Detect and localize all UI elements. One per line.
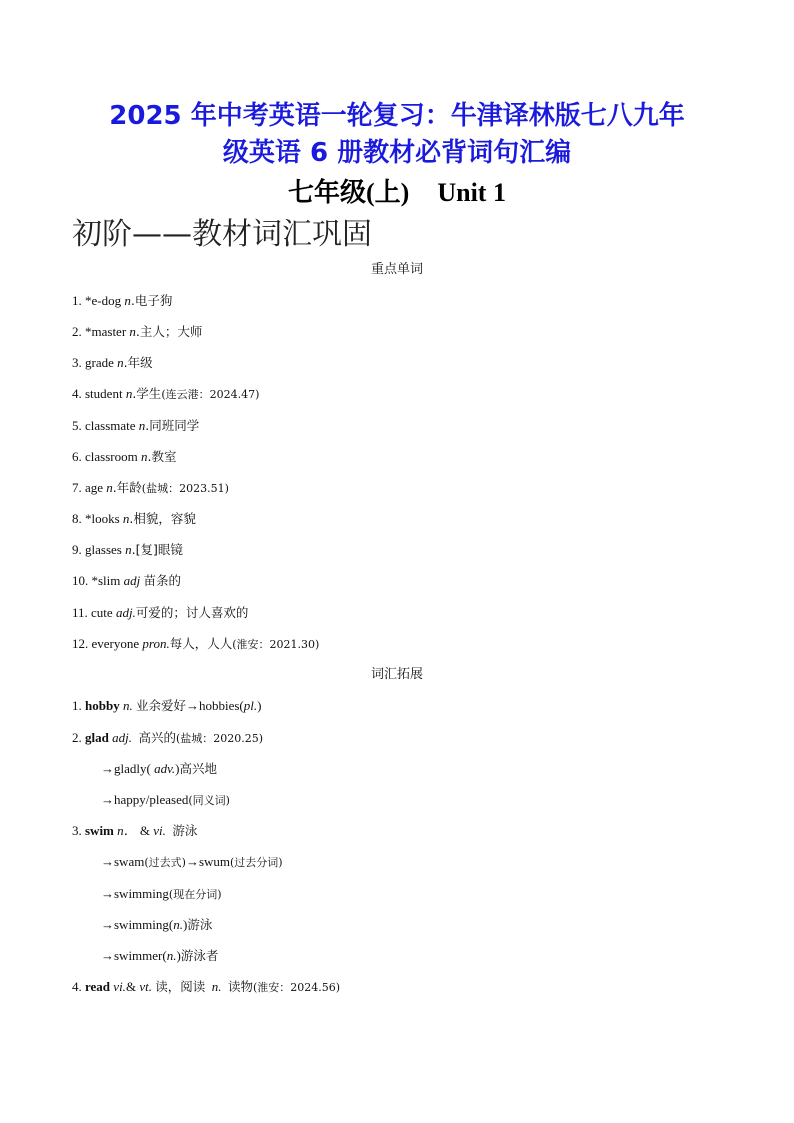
derived-pos: n.: [166, 948, 177, 963]
item-pos: n: [140, 449, 148, 464]
unit-heading: [0, 174, 794, 212]
item-meaning: 每人，人人: [169, 636, 233, 651]
item-meaning: 相貌，容貌: [133, 511, 196, 526]
derived-form-line: →swimmer(n.)游泳者: [101, 948, 219, 963]
ampersand: &: [139, 823, 151, 838]
expansion-item-hobby: 1. hobby n. 业余爱好→hobbies(pl.): [72, 698, 262, 713]
derived-pos: adv.: [154, 761, 176, 776]
item-separator: .: [131, 542, 136, 557]
key-word-item: [72, 292, 172, 310]
item-meaning-2: 读物: [227, 979, 253, 994]
item-meaning: 读，阅读: [155, 979, 206, 994]
item-separator: .: [129, 511, 134, 526]
item-number: 1.: [72, 293, 82, 308]
key-word-item: [72, 541, 183, 559]
item-pos: n: [122, 511, 130, 526]
unit-label: Unit 1: [437, 178, 506, 207]
item-separator: .: [135, 324, 140, 339]
item-pos: pron.: [142, 636, 170, 651]
key-word-item: [72, 323, 202, 341]
item-word: grade: [85, 355, 114, 370]
item-number: 6.: [72, 449, 82, 464]
item-word: classroom: [85, 449, 138, 464]
item-pos: n: [125, 386, 133, 401]
item-number: 10.: [72, 573, 89, 588]
key-word-item: [72, 635, 319, 654]
item-number: 7.: [72, 480, 82, 495]
item-word: cute: [91, 605, 113, 620]
form-note: (过去式): [144, 856, 186, 869]
item-word: age: [85, 480, 104, 495]
derived-form-line: [101, 791, 230, 810]
derived-pos: pl.: [243, 698, 258, 713]
item-number: 4.: [72, 979, 82, 994]
form-note: (现在分词): [168, 888, 222, 901]
item-meaning: [复]眼镜: [135, 542, 183, 557]
item-meaning: 同班同学: [149, 418, 200, 433]
item-pos: n: [129, 324, 136, 339]
item-meaning: 业余爱好: [135, 698, 186, 713]
item-word: classmate: [85, 418, 136, 433]
item-number: 2.: [72, 324, 82, 339]
item-meaning: 学生: [136, 386, 162, 401]
item-pos: n: [138, 418, 146, 433]
item-word: student: [85, 386, 123, 401]
grade-label: 七年级(上): [288, 178, 410, 207]
title-line-2: 级英语 6 册教材必背词句汇编: [222, 138, 572, 168]
item-meaning: 年级: [127, 355, 153, 370]
arrow-icon: →: [101, 854, 114, 869]
item-pos: adj: [123, 573, 141, 588]
arrow-icon: →: [101, 792, 114, 807]
item-word: *slim: [91, 573, 121, 588]
expansion-item-swim: [72, 822, 197, 840]
item-word: glad: [85, 730, 109, 745]
arrow-icon: →: [185, 698, 199, 713]
document-title: [40, 98, 754, 172]
item-word: *looks: [85, 511, 120, 526]
item-word: *e-dog: [85, 293, 122, 308]
item-pos: n: [106, 480, 113, 495]
item-word: hobby: [85, 698, 120, 713]
derived-form-line: [101, 853, 283, 872]
section-title: 初阶——教材词汇巩固: [72, 217, 372, 252]
form-note-2: (过去分词): [230, 856, 283, 869]
arrow-icon: →: [185, 854, 199, 869]
item-separator: .: [132, 386, 137, 401]
item-separator: .: [147, 449, 152, 464]
item-meaning: 可爱的；讨人喜欢的: [135, 605, 249, 620]
item-separator: .: [130, 293, 135, 308]
item-meaning: 高兴的: [138, 730, 176, 745]
item-pos: vi.: [113, 979, 126, 994]
item-pos: n: [125, 542, 132, 557]
item-pos: n．: [117, 823, 137, 838]
item-number: 12.: [72, 636, 89, 651]
key-word-item: [72, 604, 248, 622]
item-meaning: 年龄: [116, 480, 142, 495]
item-pos: adj.: [115, 605, 136, 620]
item-meaning: 电子狗: [134, 293, 173, 308]
item-meaning: 苗条的: [143, 573, 182, 588]
item-number: 11.: [72, 605, 88, 620]
item-word: glasses: [85, 542, 122, 557]
derived-form-line: →swimming(n.)游泳: [101, 917, 213, 932]
item-word: *master: [85, 324, 127, 339]
exam-note: (连云港：2024.47): [161, 388, 260, 401]
form-note: (同义词): [188, 794, 230, 807]
key-word-item: [72, 479, 229, 498]
key-word-item: [72, 572, 181, 590]
item-meaning: 教室: [151, 449, 177, 464]
key-word-item: [72, 385, 259, 404]
item-meaning: 游泳: [172, 823, 198, 838]
derived-word: swimming: [114, 886, 169, 901]
arrow-icon: →: [101, 948, 114, 963]
item-pos: n: [124, 293, 131, 308]
item-number: 3.: [72, 823, 82, 838]
item-number: 8.: [72, 511, 82, 526]
derived-word: gladly: [114, 761, 147, 776]
expansion-item-read: [72, 978, 340, 997]
item-separator: .: [112, 480, 117, 495]
key-word-item: [72, 354, 153, 372]
key-words-heading: 重点单词: [370, 262, 423, 277]
item-meaning: 主人；大师: [139, 324, 203, 339]
item-pos: adj.: [112, 730, 132, 745]
derived-word: hobbies: [198, 698, 240, 713]
title-line-1: 2025 年中考英语一轮复习：牛津译林版七八九年: [109, 101, 685, 131]
vocab-expansion-heading: 词汇拓展: [370, 667, 423, 682]
expansion-item-glad: [72, 729, 263, 748]
item-pos: n.: [122, 698, 133, 713]
item-word: everyone: [91, 636, 140, 651]
item-pos-2: vt.: [139, 979, 152, 994]
derived-pos: n.: [173, 917, 183, 932]
item-number: 9.: [72, 542, 82, 557]
derived-meaning: 游泳者: [180, 948, 219, 963]
derived-meaning: 游泳: [187, 917, 213, 932]
derived-word: swimming: [114, 917, 169, 932]
derived-meaning: 高兴地: [179, 761, 218, 776]
item-pos-2: vi.: [153, 823, 166, 838]
derived-form-line: →gladly( adv.)高兴地: [101, 761, 218, 776]
item-pos-3: n.: [211, 979, 222, 994]
item-number: 4.: [72, 386, 82, 401]
exam-note: (盐城：2020.25): [175, 732, 264, 745]
exam-note: (盐城：2023.51): [141, 482, 229, 495]
item-separator: .: [123, 355, 128, 370]
item-number: 1.: [72, 698, 82, 713]
item-number: 2.: [72, 730, 82, 745]
item-word: swim: [85, 823, 114, 838]
key-word-item: [72, 510, 196, 528]
key-word-item: [72, 448, 176, 466]
item-word: read: [85, 979, 111, 994]
key-word-item: [72, 417, 199, 435]
exam-note: (淮安：2024.56): [252, 981, 341, 994]
arrow-icon: →: [101, 917, 114, 932]
derived-word: happy/pleased: [114, 792, 189, 807]
item-number: 5.: [72, 418, 82, 433]
arrow-icon: →: [101, 886, 114, 901]
derived-form-line: [101, 885, 222, 904]
derived-word-2: swum: [198, 854, 230, 869]
item-pos: n: [117, 355, 124, 370]
exam-note: (淮安：2021.30): [232, 638, 320, 651]
item-number: 3.: [72, 355, 82, 370]
item-separator: .: [145, 418, 150, 433]
ampersand: &: [125, 979, 137, 994]
arrow-icon: →: [101, 761, 114, 776]
derived-word: swam: [114, 854, 145, 869]
derived-word: swimmer: [114, 948, 163, 963]
